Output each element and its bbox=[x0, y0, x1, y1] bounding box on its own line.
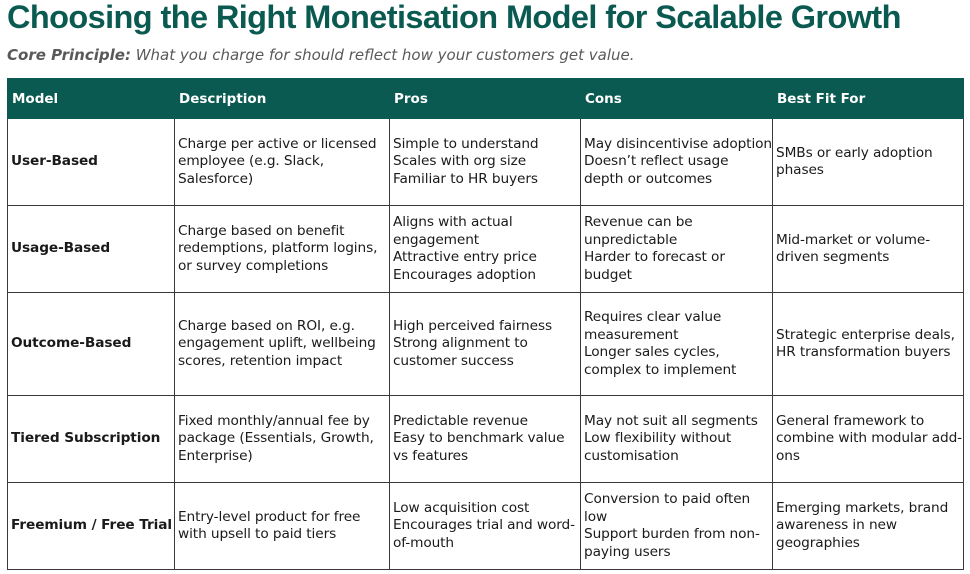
pro-item: Predictable revenue bbox=[393, 412, 528, 429]
con-item: Low flexibility without customisation bbox=[584, 430, 732, 464]
pro-item: High perceived fairness bbox=[393, 317, 553, 334]
description-cell: Charge based on ROI, e.g. engagement uplift, wellbeing scores, retention impact bbox=[175, 293, 390, 396]
core-principle-label: Core Principle: bbox=[7, 46, 131, 64]
best-fit-cell: Strategic enterprise deals, HR transformation buyers bbox=[773, 293, 964, 396]
pro-item: Simple to understand bbox=[393, 135, 539, 152]
con-item: Longer sales cycles, complex to implement bbox=[584, 344, 737, 378]
monetisation-models-table bbox=[7, 78, 964, 570]
con-item: Revenue can be unpredictable bbox=[584, 214, 693, 248]
header-cons: Cons bbox=[581, 79, 773, 119]
pros-cell bbox=[390, 396, 581, 483]
cons-cell bbox=[581, 206, 773, 293]
model-cell: Freemium / Free Trial bbox=[8, 483, 175, 570]
con-item: Doesn’t reflect usage depth or outcomes bbox=[584, 153, 729, 187]
best-fit-cell: SMBs or early adoption phases bbox=[773, 119, 964, 206]
pros-cell bbox=[390, 206, 581, 293]
pro-item: Familiar to HR buyers bbox=[393, 170, 538, 187]
con-item: Conversion to paid often low bbox=[584, 491, 751, 525]
pros-cell bbox=[390, 293, 581, 396]
cons-cell bbox=[581, 396, 773, 483]
con-item: May not suit all segments bbox=[584, 412, 758, 429]
page-title: Choosing the Right Monetisation Model for Scalable Growth bbox=[7, 0, 901, 35]
description-cell: Fixed monthly/annual fee by package (Essentials, Growth, Enterprise) bbox=[175, 396, 390, 483]
pro-item: Strong alignment to customer success bbox=[393, 335, 528, 369]
core-principle-text: What you charge for should reflect how your customers get value. bbox=[130, 46, 635, 64]
model-cell: Outcome-Based bbox=[8, 293, 175, 396]
cons-cell bbox=[581, 293, 773, 396]
pros-cell bbox=[390, 119, 581, 206]
table-header-row bbox=[8, 79, 964, 119]
description-cell: Charge based on benefit redemptions, platform logins, or survey completions bbox=[175, 206, 390, 293]
pro-item: Easy to benchmark value vs features bbox=[393, 430, 565, 464]
model-cell: User-Based bbox=[8, 119, 175, 206]
con-item: Support burden from non-paying users bbox=[584, 526, 760, 560]
table-row bbox=[8, 293, 964, 396]
pro-item: Attractive entry price bbox=[393, 249, 537, 265]
table-row bbox=[8, 206, 964, 293]
cons-cell bbox=[581, 119, 773, 206]
pro-item: Aligns with actual engagement bbox=[393, 214, 513, 248]
header-description: Description bbox=[175, 79, 390, 119]
pro-item: Encourages trial and word-of-mouth bbox=[393, 517, 575, 551]
pro-item: Low acquisition cost bbox=[393, 499, 530, 516]
best-fit-cell: General framework to combine with modular add-ons bbox=[773, 396, 964, 483]
best-fit-cell: Emerging markets, brand awareness in new geographies bbox=[773, 483, 964, 570]
table-row bbox=[8, 119, 964, 206]
con-item: Requires clear value measurement bbox=[584, 309, 722, 343]
model-cell: Tiered Subscription bbox=[8, 396, 175, 483]
con-item: Harder to forecast or budget bbox=[584, 249, 725, 283]
header-model: Model bbox=[8, 79, 175, 119]
header-pros: Pros bbox=[390, 79, 581, 119]
best-fit-cell: Mid-market or volume-driven segments bbox=[773, 206, 964, 293]
model-cell: Usage-Based bbox=[8, 206, 175, 293]
header-best-fit: Best Fit For bbox=[773, 79, 964, 119]
table-row bbox=[8, 396, 964, 483]
description-cell: Charge per active or licensed employee (e.g. Slack, Salesforce) bbox=[175, 119, 390, 206]
con-item: May disincentivise adoption bbox=[584, 135, 773, 152]
cons-cell bbox=[581, 483, 773, 570]
pro-item: Encourages adoption bbox=[393, 266, 536, 283]
pros-cell bbox=[390, 483, 581, 570]
table-row bbox=[8, 483, 964, 570]
core-principle bbox=[7, 45, 635, 65]
pro-item: Scales with org size bbox=[393, 153, 527, 170]
description-cell: Entry-level product for free with upsell to paid tiers bbox=[175, 483, 390, 570]
